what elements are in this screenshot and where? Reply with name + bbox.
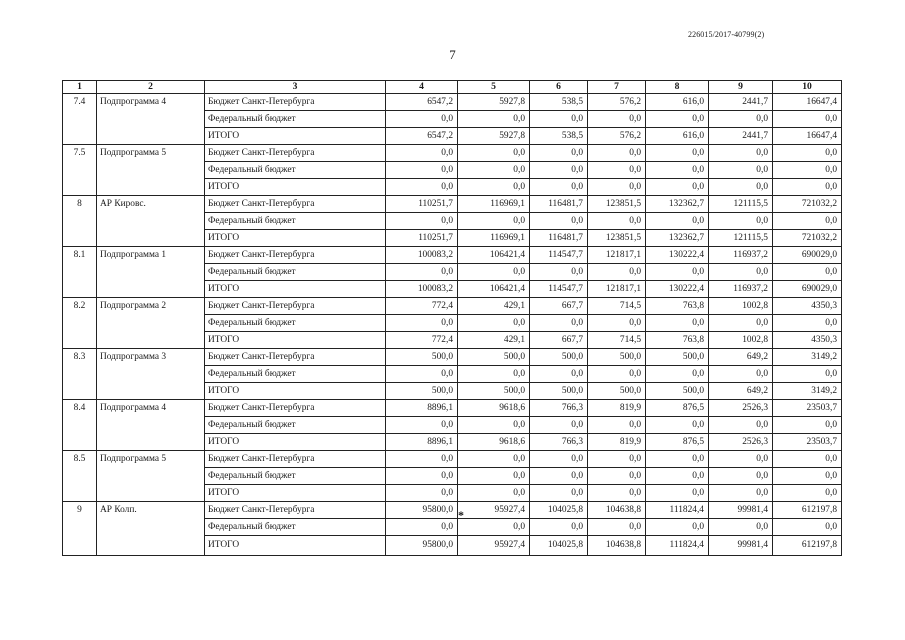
funding-source: Бюджет Санкт-Петербурга: [205, 94, 386, 111]
value-cell: 0,0: [773, 417, 842, 434]
row-number: 8.4: [63, 400, 97, 451]
value-cell: 0,0: [646, 468, 709, 485]
value-cell: 0,0: [386, 264, 458, 281]
value-cell: 616,0: [646, 128, 709, 145]
value-cell: 16647,4: [773, 128, 842, 145]
value-cell: 0,0: [588, 485, 646, 502]
value-cell: 576,2: [588, 128, 646, 145]
value-cell: 772,4: [386, 332, 458, 349]
value-cell: 0,0: [588, 417, 646, 434]
value-cell: 0,0: [773, 315, 842, 332]
value-cell: 616,0: [646, 94, 709, 111]
funding-source: Бюджет Санкт-Петербурга: [205, 196, 386, 213]
row-number: 8.1: [63, 247, 97, 298]
value-cell: 0,0: [709, 468, 773, 485]
value-cell: 8896,1: [386, 400, 458, 417]
value-cell: 612197,8: [773, 536, 842, 556]
funding-source: Федеральный бюджет: [205, 417, 386, 434]
value-cell: 0,0: [709, 213, 773, 230]
value-cell: 0,0: [530, 468, 588, 485]
value-cell: 0,0: [773, 213, 842, 230]
value-cell: 0,0: [646, 145, 709, 162]
value-cell: 0,0: [646, 111, 709, 128]
value-cell: 130222,4: [646, 281, 709, 298]
value-cell: 100083,2: [386, 281, 458, 298]
column-header: 8: [646, 81, 709, 94]
funding-source: ИТОГО: [205, 485, 386, 502]
value-cell: 16647,4: [773, 94, 842, 111]
value-cell: 0,0: [646, 485, 709, 502]
value-cell: 99981,4: [709, 502, 773, 519]
value-cell: 500,0: [646, 349, 709, 366]
program-name: АР Колп.: [97, 502, 205, 556]
value-cell: 0,0: [458, 179, 530, 196]
value-cell: 3149,2: [773, 383, 842, 400]
value-cell: 116481,7: [530, 230, 588, 247]
value-cell: 819,9: [588, 400, 646, 417]
funding-source: Федеральный бюджет: [205, 111, 386, 128]
funding-source: Бюджет Санкт-Петербурга: [205, 400, 386, 417]
value-cell: 0,0: [588, 451, 646, 468]
table-row: [63, 400, 842, 417]
value-cell: 2526,3: [709, 434, 773, 451]
table-row: [63, 298, 842, 315]
program-name: Подпрограмма 5: [97, 451, 205, 502]
value-cell: 2441,7: [709, 94, 773, 111]
value-cell: 130222,4: [646, 247, 709, 264]
value-cell: 0,0: [386, 162, 458, 179]
asterisk-mark: *: [458, 508, 464, 522]
value-cell: 500,0: [530, 383, 588, 400]
value-cell: 0,0: [386, 417, 458, 434]
value-cell: 0,0: [773, 468, 842, 485]
value-cell: 0,0: [709, 519, 773, 536]
value-cell: 106421,4: [458, 281, 530, 298]
value-cell: 114547,7: [530, 281, 588, 298]
value-cell: 0,0: [646, 366, 709, 383]
value-cell: 0,0: [386, 485, 458, 502]
value-cell: 0,0: [773, 366, 842, 383]
value-cell: 0,0: [530, 145, 588, 162]
value-cell: 116481,7: [530, 196, 588, 213]
value-cell: 0,0: [588, 179, 646, 196]
value-cell: 114547,7: [530, 247, 588, 264]
program-name: Подпрограмма 1: [97, 247, 205, 298]
funding-source: Бюджет Санкт-Петербурга: [205, 451, 386, 468]
value-cell: 429,1: [458, 298, 530, 315]
value-cell: 538,5: [530, 94, 588, 111]
value-cell: 876,5: [646, 434, 709, 451]
value-cell: 132362,7: [646, 230, 709, 247]
value-cell: 1002,8: [709, 332, 773, 349]
value-cell: 2441,7: [709, 128, 773, 145]
program-name: АР Кировс.: [97, 196, 205, 247]
value-cell: 0,0: [773, 519, 842, 536]
value-cell: 104025,8: [530, 536, 588, 556]
funding-source: ИТОГО: [205, 434, 386, 451]
funding-source: Федеральный бюджет: [205, 366, 386, 383]
funding-source: Бюджет Санкт-Петербурга: [205, 247, 386, 264]
value-cell: 0,0: [386, 366, 458, 383]
value-cell: 500,0: [386, 349, 458, 366]
value-cell: 0,0: [646, 162, 709, 179]
column-header: 4: [386, 81, 458, 94]
value-cell: 0,0: [773, 264, 842, 281]
value-cell: 0,0: [646, 213, 709, 230]
value-cell: 2526,3: [709, 400, 773, 417]
value-cell: 23503,7: [773, 400, 842, 417]
value-cell: 576,2: [588, 94, 646, 111]
value-cell: 111824,4: [646, 502, 709, 519]
value-cell: 6547,2: [386, 94, 458, 111]
budget-table: [62, 80, 842, 556]
value-cell: 0,0: [530, 485, 588, 502]
value-cell: 3149,2: [773, 349, 842, 366]
value-cell: 0,0: [709, 417, 773, 434]
value-cell: 500,0: [588, 383, 646, 400]
value-cell: 0,0: [773, 451, 842, 468]
value-cell: 667,7: [530, 332, 588, 349]
value-cell: 0,0: [386, 451, 458, 468]
value-cell: 0,0: [646, 417, 709, 434]
value-cell: 110251,7: [386, 196, 458, 213]
value-cell: 876,5: [646, 400, 709, 417]
value-cell: 500,0: [588, 349, 646, 366]
value-cell: 0,0: [646, 519, 709, 536]
value-cell: 121115,5: [709, 196, 773, 213]
header-row: [63, 81, 842, 94]
value-cell: 0,0: [588, 264, 646, 281]
value-cell: 116937,2: [709, 247, 773, 264]
value-cell: 106421,4: [458, 247, 530, 264]
value-cell: 500,0: [458, 383, 530, 400]
value-cell: 0,0: [709, 145, 773, 162]
value-cell: 0,0: [646, 451, 709, 468]
table-row: [63, 349, 842, 366]
value-cell: 0,0: [709, 315, 773, 332]
value-cell: 721032,2: [773, 196, 842, 213]
value-cell: 500,0: [530, 349, 588, 366]
value-cell: 123851,5: [588, 230, 646, 247]
row-number: 9: [63, 502, 97, 556]
value-cell: 5927,8: [458, 94, 530, 111]
value-cell: 766,3: [530, 400, 588, 417]
value-cell: 0,0: [709, 111, 773, 128]
table-row: [63, 451, 842, 468]
table-body: [63, 94, 842, 556]
value-cell: 121817,1: [588, 281, 646, 298]
value-cell: 8896,1: [386, 434, 458, 451]
funding-source: ИТОГО: [205, 281, 386, 298]
value-cell: 104025,8: [530, 502, 588, 519]
row-number: 7.5: [63, 145, 97, 196]
column-header: 9: [709, 81, 773, 94]
value-cell: 0,0: [386, 519, 458, 536]
page-number: 7: [449, 47, 456, 62]
funding-source: Бюджет Санкт-Петербурга: [205, 349, 386, 366]
value-cell: 0,0: [709, 366, 773, 383]
value-cell: 99981,4: [709, 536, 773, 556]
funding-source: Федеральный бюджет: [205, 264, 386, 281]
program-name: Подпрограмма 5: [97, 145, 205, 196]
value-cell: 0,0: [530, 366, 588, 383]
value-cell: 116969,1: [458, 230, 530, 247]
value-cell: 0,0: [646, 179, 709, 196]
value-cell: 121115,5: [709, 230, 773, 247]
value-cell: 0,0: [709, 451, 773, 468]
value-cell: 100083,2: [386, 247, 458, 264]
program-name: Подпрограмма 4: [97, 94, 205, 145]
value-cell: 9618,6: [458, 400, 530, 417]
funding-source: ИТОГО: [205, 383, 386, 400]
value-cell: 110251,7: [386, 230, 458, 247]
column-header: 7: [588, 81, 646, 94]
value-cell: 0,0: [773, 111, 842, 128]
value-cell: 500,0: [646, 383, 709, 400]
value-cell: 0,0: [709, 264, 773, 281]
row-number: 8.2: [63, 298, 97, 349]
table-row: [63, 196, 842, 213]
value-cell: 0,0: [458, 213, 530, 230]
value-cell: 6547,2: [386, 128, 458, 145]
value-cell: 0,0: [530, 451, 588, 468]
funding-source: Федеральный бюджет: [205, 468, 386, 485]
value-cell: 104638,8: [588, 536, 646, 556]
value-cell: 0,0: [588, 468, 646, 485]
value-cell: 1002,8: [709, 298, 773, 315]
value-cell: 0,0: [458, 264, 530, 281]
value-cell: 4350,3: [773, 298, 842, 315]
value-cell: 0,0: [588, 366, 646, 383]
value-cell: 0,0: [588, 145, 646, 162]
funding-source: ИТОГО: [205, 179, 386, 196]
value-cell: 0,0: [588, 111, 646, 128]
value-cell: 9618,6: [458, 434, 530, 451]
value-cell: 714,5: [588, 332, 646, 349]
row-number: 8.5: [63, 451, 97, 502]
value-cell: 612197,8: [773, 502, 842, 519]
value-cell: 500,0: [458, 349, 530, 366]
value-cell: 763,8: [646, 298, 709, 315]
funding-source: ИТОГО: [205, 128, 386, 145]
value-cell: 116937,2: [709, 281, 773, 298]
value-cell: 766,3: [530, 434, 588, 451]
value-cell: 714,5: [588, 298, 646, 315]
value-cell: 690029,0: [773, 247, 842, 264]
column-header: 5: [458, 81, 530, 94]
value-cell: 95800,0: [386, 536, 458, 556]
value-cell: 649,2: [709, 349, 773, 366]
value-cell: 121817,1: [588, 247, 646, 264]
value-cell: 0,0: [588, 315, 646, 332]
program-name: Подпрограмма 3: [97, 349, 205, 400]
value-cell: 104638,8: [588, 502, 646, 519]
value-cell: 772,4: [386, 298, 458, 315]
value-cell: 0,0: [530, 111, 588, 128]
value-cell: 0,0: [458, 315, 530, 332]
row-number: 7.4: [63, 94, 97, 145]
funding-source: Федеральный бюджет: [205, 162, 386, 179]
value-cell: 0,0: [646, 264, 709, 281]
table-row: [63, 247, 842, 264]
value-cell: 763,8: [646, 332, 709, 349]
program-name: Подпрограмма 4: [97, 400, 205, 451]
value-cell: 0,0: [458, 468, 530, 485]
value-cell: 132362,7: [646, 196, 709, 213]
value-cell: 0,0: [530, 162, 588, 179]
value-cell: 0,0: [588, 162, 646, 179]
funding-source: ИТОГО: [205, 230, 386, 247]
value-cell: 0,0: [530, 264, 588, 281]
value-cell: 0,0: [709, 485, 773, 502]
value-cell: 0,0: [530, 179, 588, 196]
value-cell: 721032,2: [773, 230, 842, 247]
value-cell: 819,9: [588, 434, 646, 451]
value-cell: 0,0: [386, 213, 458, 230]
value-cell: 0,0: [588, 519, 646, 536]
value-cell: 0,0: [458, 145, 530, 162]
value-cell: 95800,0: [386, 502, 458, 519]
value-cell: 23503,7: [773, 434, 842, 451]
value-cell: 690029,0: [773, 281, 842, 298]
funding-source: ИТОГО: [205, 536, 386, 556]
funding-source: Бюджет Санкт-Петербурга: [205, 502, 386, 519]
value-cell: 0,0: [588, 213, 646, 230]
table-row: [63, 502, 842, 519]
funding-source: Федеральный бюджет: [205, 519, 386, 536]
column-header: 1: [63, 81, 97, 94]
column-header: 3: [205, 81, 386, 94]
document-number: 226015/2017-40799(2): [688, 30, 765, 39]
column-header: 6: [530, 81, 588, 94]
value-cell: 0,0: [773, 179, 842, 196]
value-cell: 4350,3: [773, 332, 842, 349]
value-cell: 0,0: [773, 485, 842, 502]
table-row: [63, 94, 842, 111]
value-cell: 123851,5: [588, 196, 646, 213]
column-header: 10: [773, 81, 842, 94]
funding-source: Федеральный бюджет: [205, 315, 386, 332]
value-cell: 0,0: [458, 162, 530, 179]
value-cell: 0,0: [386, 315, 458, 332]
value-cell: 500,0: [386, 383, 458, 400]
funding-source: Бюджет Санкт-Петербурга: [205, 298, 386, 315]
table-row: [63, 145, 842, 162]
value-cell: 0,0: [530, 315, 588, 332]
value-cell: 95927,4: [458, 502, 530, 519]
value-cell: 111824,4: [646, 536, 709, 556]
value-cell: 0,0: [773, 162, 842, 179]
value-cell: 0,0: [530, 213, 588, 230]
value-cell: 0,0: [530, 417, 588, 434]
funding-source: Федеральный бюджет: [205, 213, 386, 230]
value-cell: 95927,4: [458, 536, 530, 556]
value-cell: 649,2: [709, 383, 773, 400]
value-cell: 0,0: [773, 145, 842, 162]
value-cell: 0,0: [458, 111, 530, 128]
value-cell: 0,0: [458, 519, 530, 536]
value-cell: 667,7: [530, 298, 588, 315]
value-cell: 0,0: [530, 519, 588, 536]
value-cell: 0,0: [709, 179, 773, 196]
program-name: Подпрограмма 2: [97, 298, 205, 349]
value-cell: 0,0: [386, 111, 458, 128]
value-cell: 0,0: [386, 179, 458, 196]
value-cell: 0,0: [458, 451, 530, 468]
row-number: 8.3: [63, 349, 97, 400]
value-cell: 0,0: [458, 366, 530, 383]
funding-source: Бюджет Санкт-Петербурга: [205, 145, 386, 162]
value-cell: 0,0: [458, 485, 530, 502]
value-cell: 5927,8: [458, 128, 530, 145]
row-number: 8: [63, 196, 97, 247]
value-cell: 538,5: [530, 128, 588, 145]
column-header: 2: [97, 81, 205, 94]
value-cell: 0,0: [386, 145, 458, 162]
value-cell: 0,0: [709, 162, 773, 179]
value-cell: 0,0: [458, 417, 530, 434]
funding-source: ИТОГО: [205, 332, 386, 349]
value-cell: 0,0: [646, 315, 709, 332]
value-cell: 429,1: [458, 332, 530, 349]
value-cell: 0,0: [386, 468, 458, 485]
value-cell: 116969,1: [458, 196, 530, 213]
